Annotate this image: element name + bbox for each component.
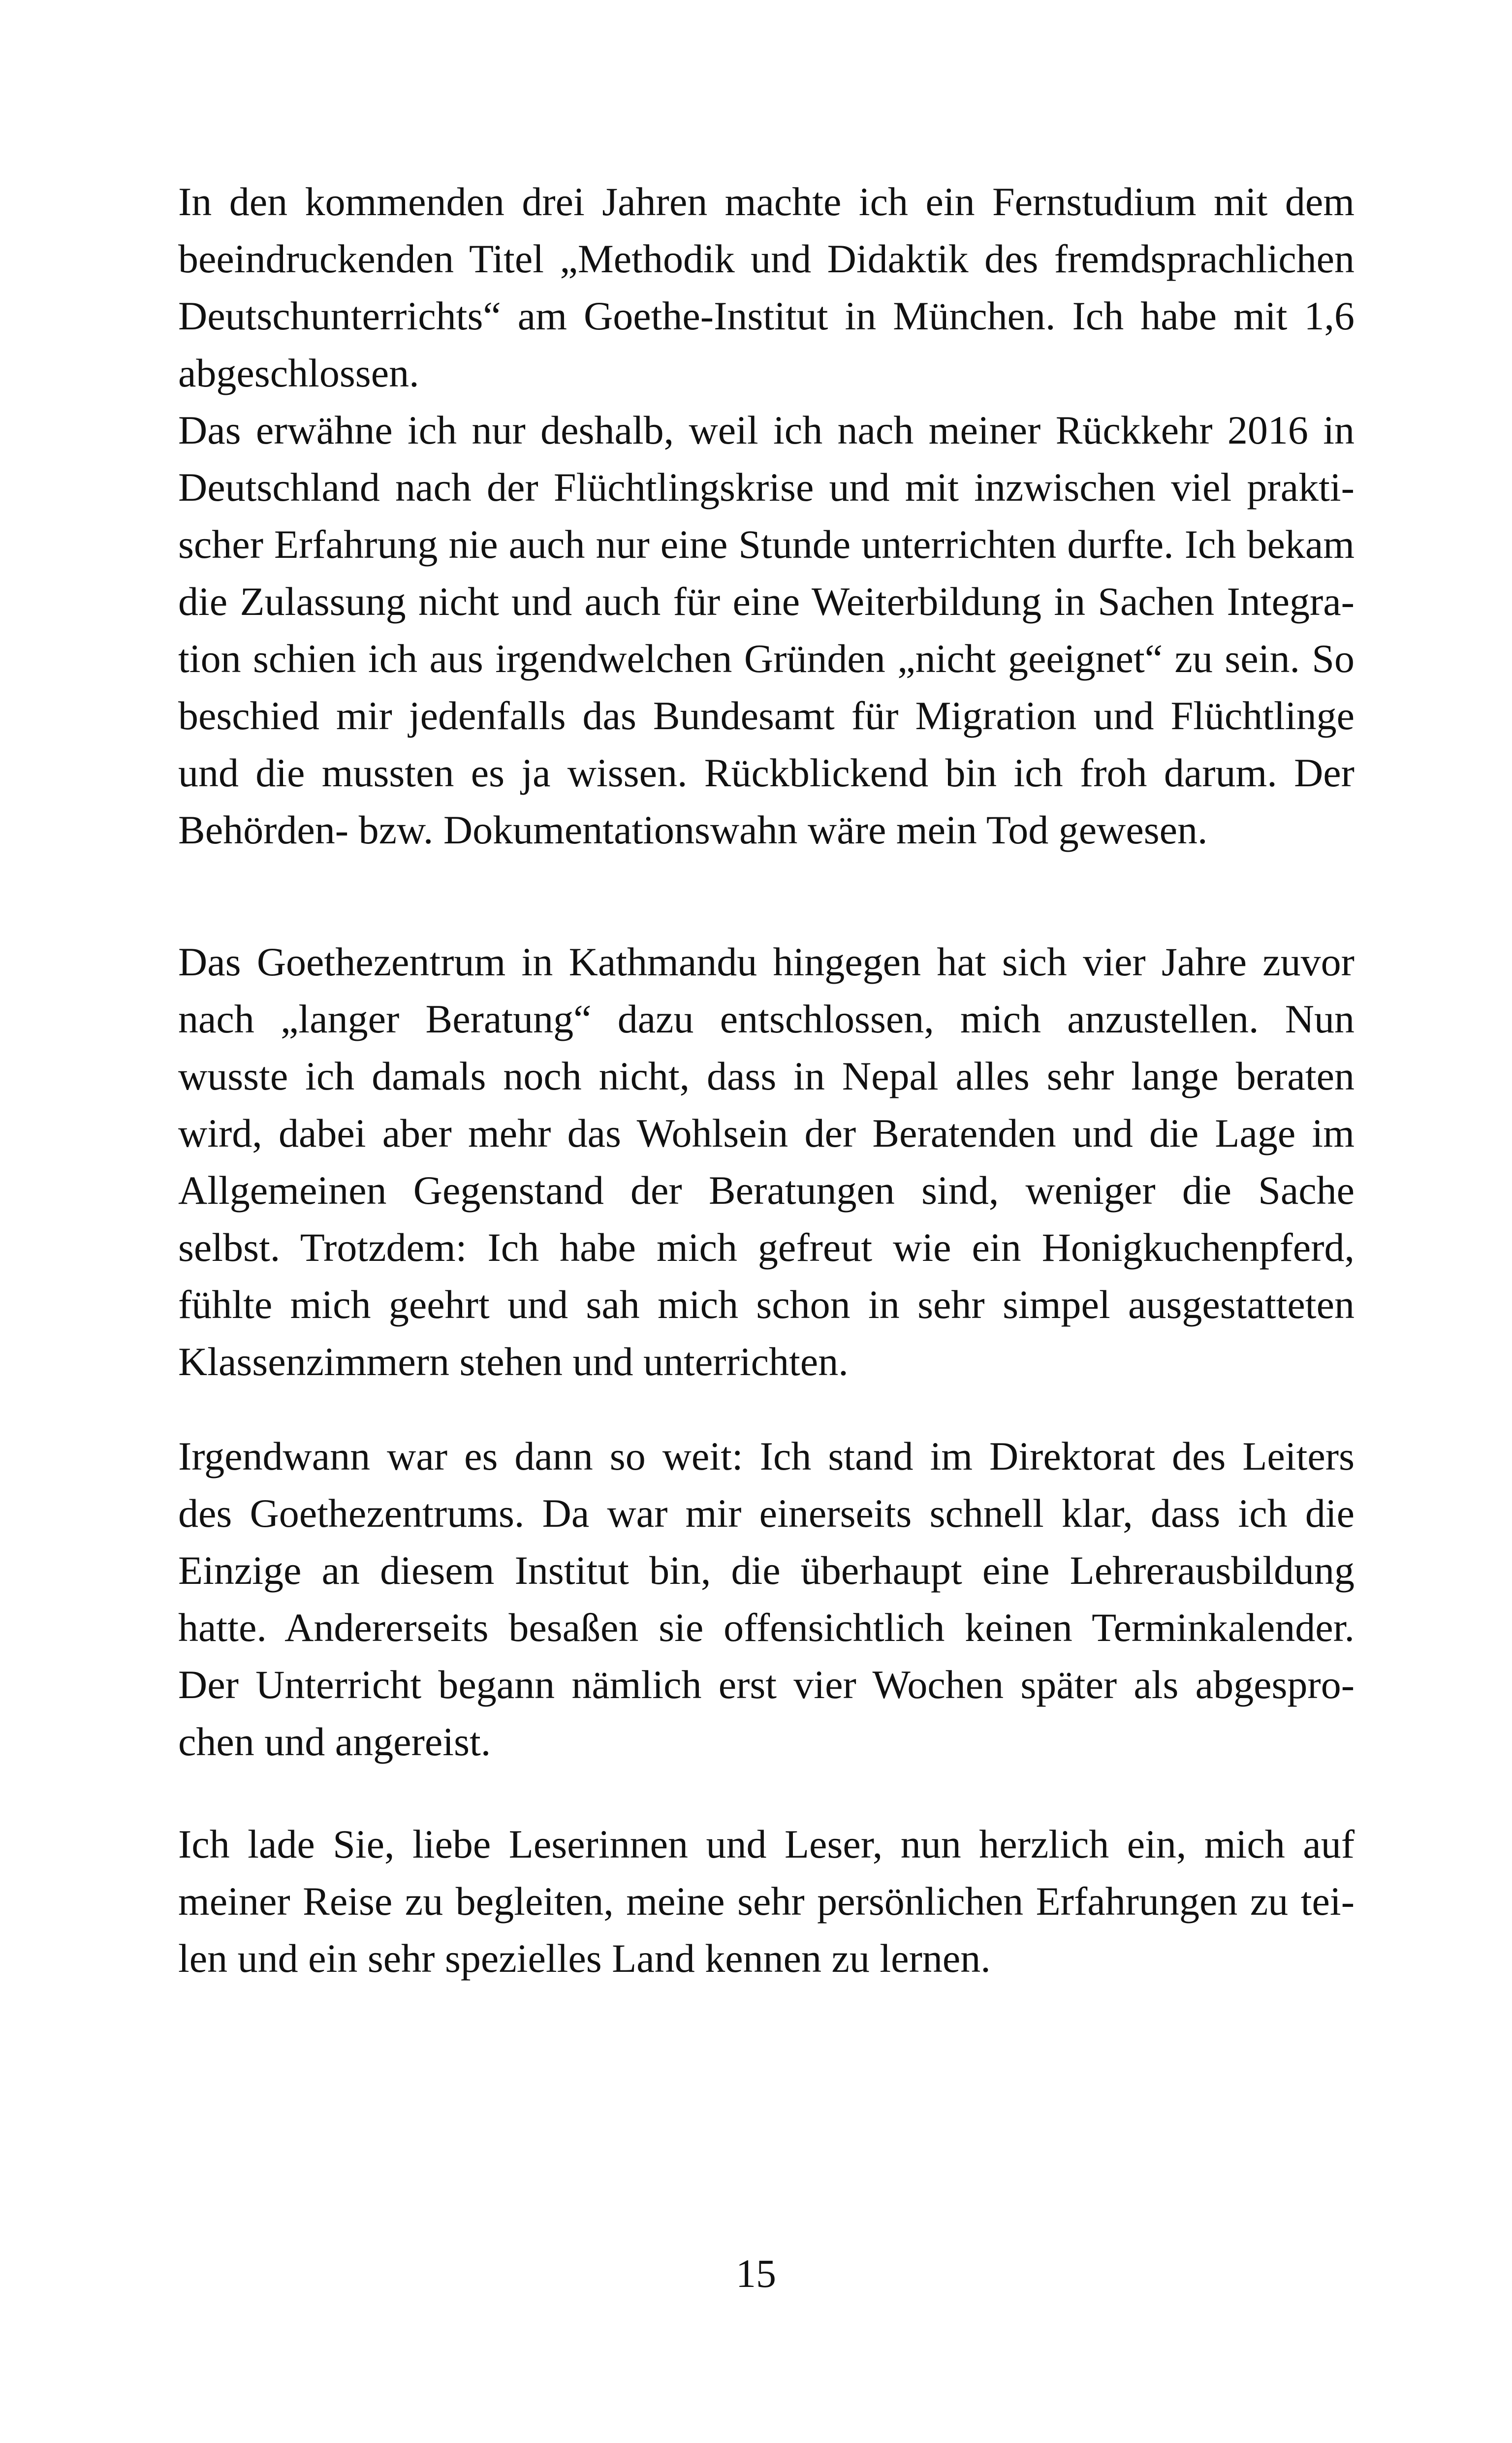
- text-line: und die mussten es ja wissen. Rückblickend bin ich froh darum. Der: [178, 750, 1354, 795]
- text-line: abgeschlossen.: [178, 351, 419, 395]
- text-line: die Zulassung nicht und auch für eine Weiterbildung in Sachen Integra-: [178, 579, 1354, 624]
- text-line: hatte. Andererseits besaßen sie offensichtlich keinen Terminkalender.: [178, 1605, 1354, 1650]
- text-line: scher Erfahrung nie auch nur eine Stunde unterrichten durfte. Ich bekam: [178, 522, 1354, 567]
- text-line: beschied mir jedenfalls das Bundesamt für Migration und Flüchtlinge: [178, 693, 1354, 738]
- text-line: Ich lade Sie, liebe Leserinnen und Leser, nun herzlich ein, mich auf: [178, 1822, 1354, 1866]
- text-line: wird, dabei aber mehr das Wohlsein der Beratenden und die Lage im: [178, 1111, 1354, 1156]
- text-line: Der Unterricht begann nämlich erst vier Wochen später als abgespro-: [178, 1662, 1354, 1707]
- text-line: Allgemeinen Gegenstand der Beratungen sind, weniger die Sache: [178, 1168, 1354, 1213]
- paragraph-1: [178, 173, 1354, 859]
- text-line: tion schien ich aus irgendwelchen Gründen „nicht geeignet“ zu sein. So: [178, 636, 1354, 681]
- text-line: Das erwähne ich nur deshalb, weil ich nach meiner Rückkehr 2016 in: [178, 408, 1354, 452]
- text-line: des Goethezentrums. Da war mir einerseits schnell klar, dass ich die: [178, 1491, 1354, 1536]
- text-line: In den kommenden drei Jahren machte ich ein Fernstudium mit dem: [178, 179, 1354, 224]
- paragraph-4: [178, 1816, 1354, 1987]
- text-line: wusste ich damals noch nicht, dass in Nepal alles sehr lange beraten: [178, 1054, 1354, 1098]
- text-line: Deutschland nach der Flüchtlingskrise und mit inzwischen viel prakti-: [178, 465, 1354, 510]
- paragraph-3: [178, 1428, 1354, 1770]
- text-line: len und ein sehr spezielles Land kennen zu lernen.: [178, 1936, 991, 1981]
- text-line: Klassenzimmern stehen und unterrichten.: [178, 1339, 849, 1384]
- text-line: Behörden- bzw. Dokumentationswahn wäre mein Tod gewesen.: [178, 807, 1208, 852]
- text-line: nach „langer Beratung“ dazu entschlossen, mich anzustellen. Nun: [178, 996, 1354, 1041]
- page-number: 15: [736, 2251, 776, 2296]
- text-line: fühlte mich geehrt und sah mich schon in sehr simpel ausgestatteten: [178, 1282, 1354, 1327]
- text-line: selbst. Trotzdem: Ich habe mich gefreut wie ein Honigkuchenpferd,: [178, 1225, 1354, 1270]
- text-line: chen und angereist.: [178, 1719, 491, 1764]
- paragraph-2: [178, 933, 1354, 1390]
- text-line: Irgendwann war es dann so weit: Ich stand im Direktorat des Leiters: [178, 1434, 1354, 1479]
- text-line: beeindruckenden Titel „Methodik und Didaktik des fremdsprachlichen: [178, 236, 1354, 281]
- text-line: meiner Reise zu begleiten, meine sehr persönlichen Erfahrungen zu tei-: [178, 1879, 1354, 1924]
- text-line: Das Goethezentrum in Kathmandu hingegen hat sich vier Jahre zuvor: [178, 939, 1354, 984]
- text-line: Deutschunterrichts“ am Goethe-Institut in München. Ich habe mit 1,6: [178, 293, 1354, 338]
- text-line: Einzige an diesem Institut bin, die überhaupt eine Lehrerausbildung: [178, 1548, 1354, 1593]
